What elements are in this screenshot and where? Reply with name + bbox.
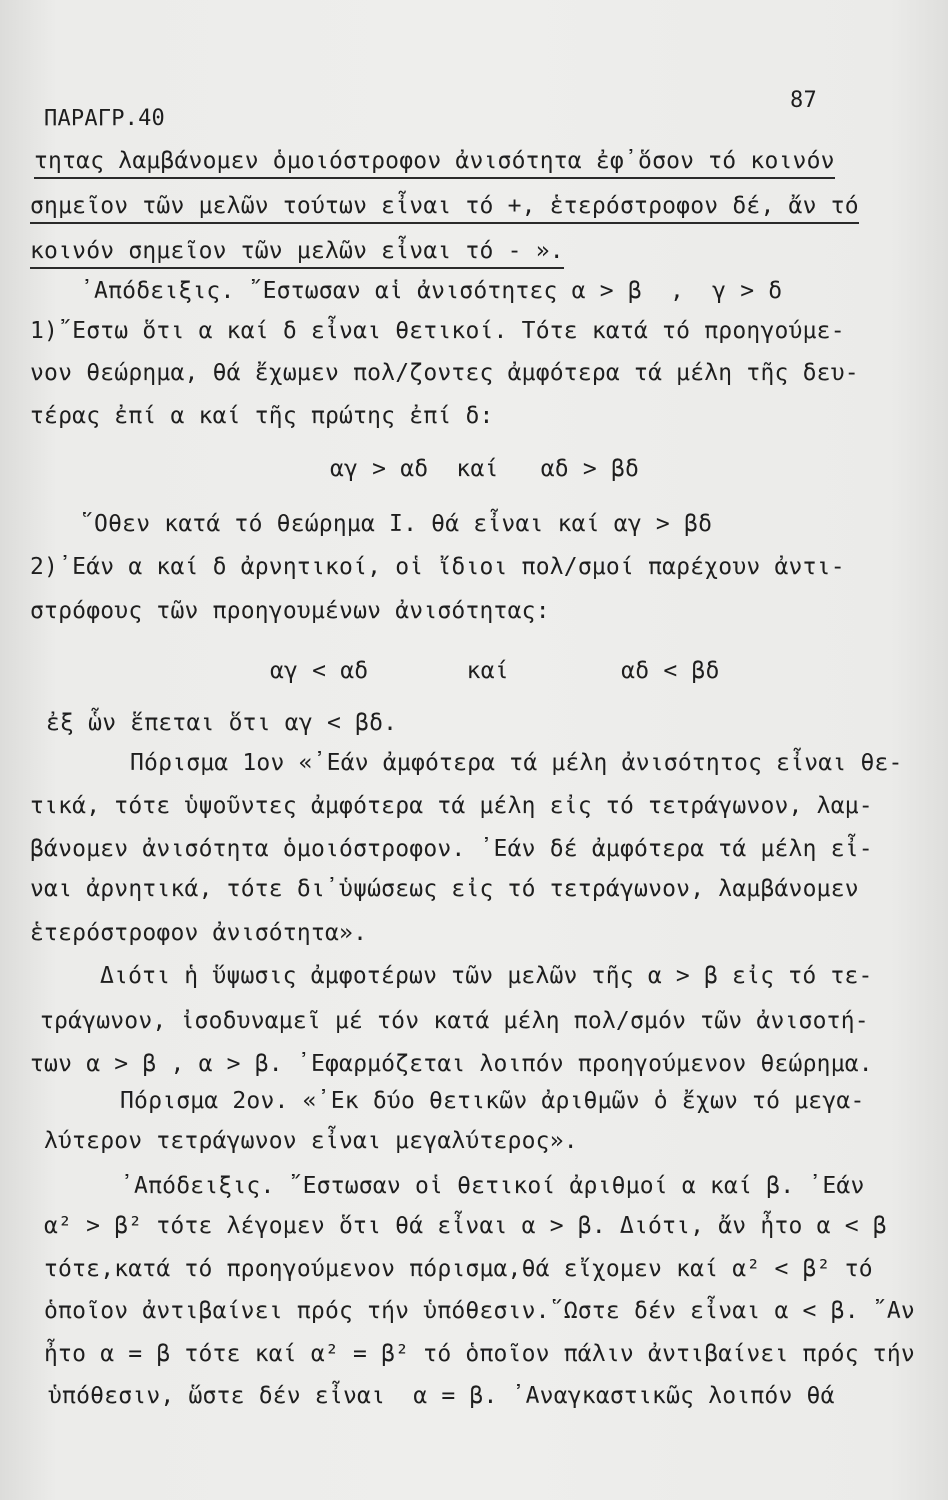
formula-line: αγ < αδ καί αδ < βδ bbox=[270, 658, 720, 684]
text-line: ναι ἀρνητικά, τότε δι᾽ὑψώσεως εἰς τό τετράγωνον, λαμβάνομεν bbox=[30, 876, 859, 902]
text-line: ὁποῖον ἀντιβαίνει πρός τήν ὑπόθεσιν.῞Ωστε δέν εἶναι α < β. ῎Αν bbox=[44, 1298, 915, 1324]
text-line: τότε,κατά τό προηγούμενον πόρισμα,θά εἴχομεν καί α² < β² τό bbox=[44, 1256, 873, 1282]
text-line: α² > β² τότε λέγομεν ὅτι θά εἶναι α > β. Διότι, ἄν ἦτο α < β bbox=[44, 1213, 887, 1239]
text-line: τικά, τότε ὑψοῦντες ἀμφότερα τά μέλη εἰς τό τετράγωνον, λαμ- bbox=[30, 793, 873, 819]
text-line: ἦτο α = β τότε καί α² = β² τό ὁποῖον πάλιν ἀντιβαίνει πρός τήν bbox=[44, 1341, 915, 1367]
text-line: ᾽Απόδειξις. ῎Εστωσαν οἱ θετικοί ἀριθμοί α καί β. ᾽Εάν bbox=[120, 1173, 865, 1199]
text-line: λύτερον τετράγωνον εἶναι μεγαλύτερος». bbox=[44, 1128, 578, 1154]
formula-line: αγ > αδ καί αδ > βδ bbox=[330, 456, 640, 482]
text-line: τράγωνον, ἰσοδυναμεῖ μέ τόν κατά μέλη πολ/σμόν τῶν ἀνισοτή- bbox=[40, 1008, 869, 1034]
text-line: 1)῎Εστω ὅτι α καί δ εἶναι θετικοί. Τότε κατά τό προηγούμε- bbox=[30, 318, 845, 344]
text-line: ἐξ ὧν ἕπεται ὅτι αγ < βδ. bbox=[46, 710, 398, 736]
text-line: των α > β , α > β. ᾽Εφαρμόζεται λοιπόν προηγούμενον θεώρημα. bbox=[30, 1051, 873, 1077]
text-line: ἑτερόστροφον ἀνισότητα». bbox=[30, 920, 368, 946]
page-number: 87 bbox=[790, 88, 817, 113]
text-line: βάνομεν ἀνισότητα ὁμοιόστροφον. ᾽Εάν δέ ἀμφότερα τά μέλη εἶ- bbox=[30, 836, 873, 862]
text-line: τέρας ἐπί α καί τῆς πρώτης ἐπί δ: bbox=[30, 403, 494, 429]
text-line: ῞Οθεν κατά τό θεώρημα Ι. θά εἶναι καί αγ > βδ bbox=[80, 511, 713, 537]
section-header: ΠΑΡΑΓΡ.40 bbox=[44, 106, 166, 131]
text-line: Πόρισμα 2ον. «᾽Εκ δύο θετικῶν ἀριθμῶν ὁ ἔχων τό μεγα- bbox=[120, 1088, 865, 1114]
text-line: Διότι ἡ ὕψωσις ἀμφοτέρων τῶν μελῶν τῆς α > β εἰς τό τε- bbox=[100, 963, 873, 989]
text-line: Πόρισμα 1ον «᾽Εάν ἀμφότερα τά μέλη ἀνισότητος εἶναι θε- bbox=[130, 750, 903, 776]
text-line: 2)᾽Εάν α καί δ ἀρνητικοί, οἱ ἴδιοι πολ/σμοί παρέχουν ἀντι- bbox=[30, 554, 845, 580]
text-line: ὑπόθεσιν, ὥστε δέν εἶναι α = β. ᾽Αναγκαστικῶς λοιπόν θά bbox=[48, 1383, 835, 1409]
text-line: κοινόν σημεῖον τῶν μελῶν εἶναι τό - ». bbox=[30, 240, 564, 269]
text-line: τητας λαμβάνομεν ὁμοιόστροφον ἀνισότητα ἐφ᾽ὅσον τό κοινόν bbox=[34, 150, 835, 179]
text-line: σημεῖον τῶν μελῶν τούτων εἶναι τό +, ἑτερόστροφον δέ, ἄν τό bbox=[30, 195, 859, 224]
text-line: στρόφους τῶν προηγουμένων ἀνισότητας: bbox=[30, 598, 550, 624]
text-line: ᾽Απόδειξις. ῎Εστωσαν αἱ ἀνισότητες α > β , γ > δ bbox=[80, 278, 783, 304]
text-line: νον θεώρημα, θά ἔχωμεν πολ/ζοντες ἀμφότερα τά μέλη τῆς δευ- bbox=[30, 360, 859, 386]
